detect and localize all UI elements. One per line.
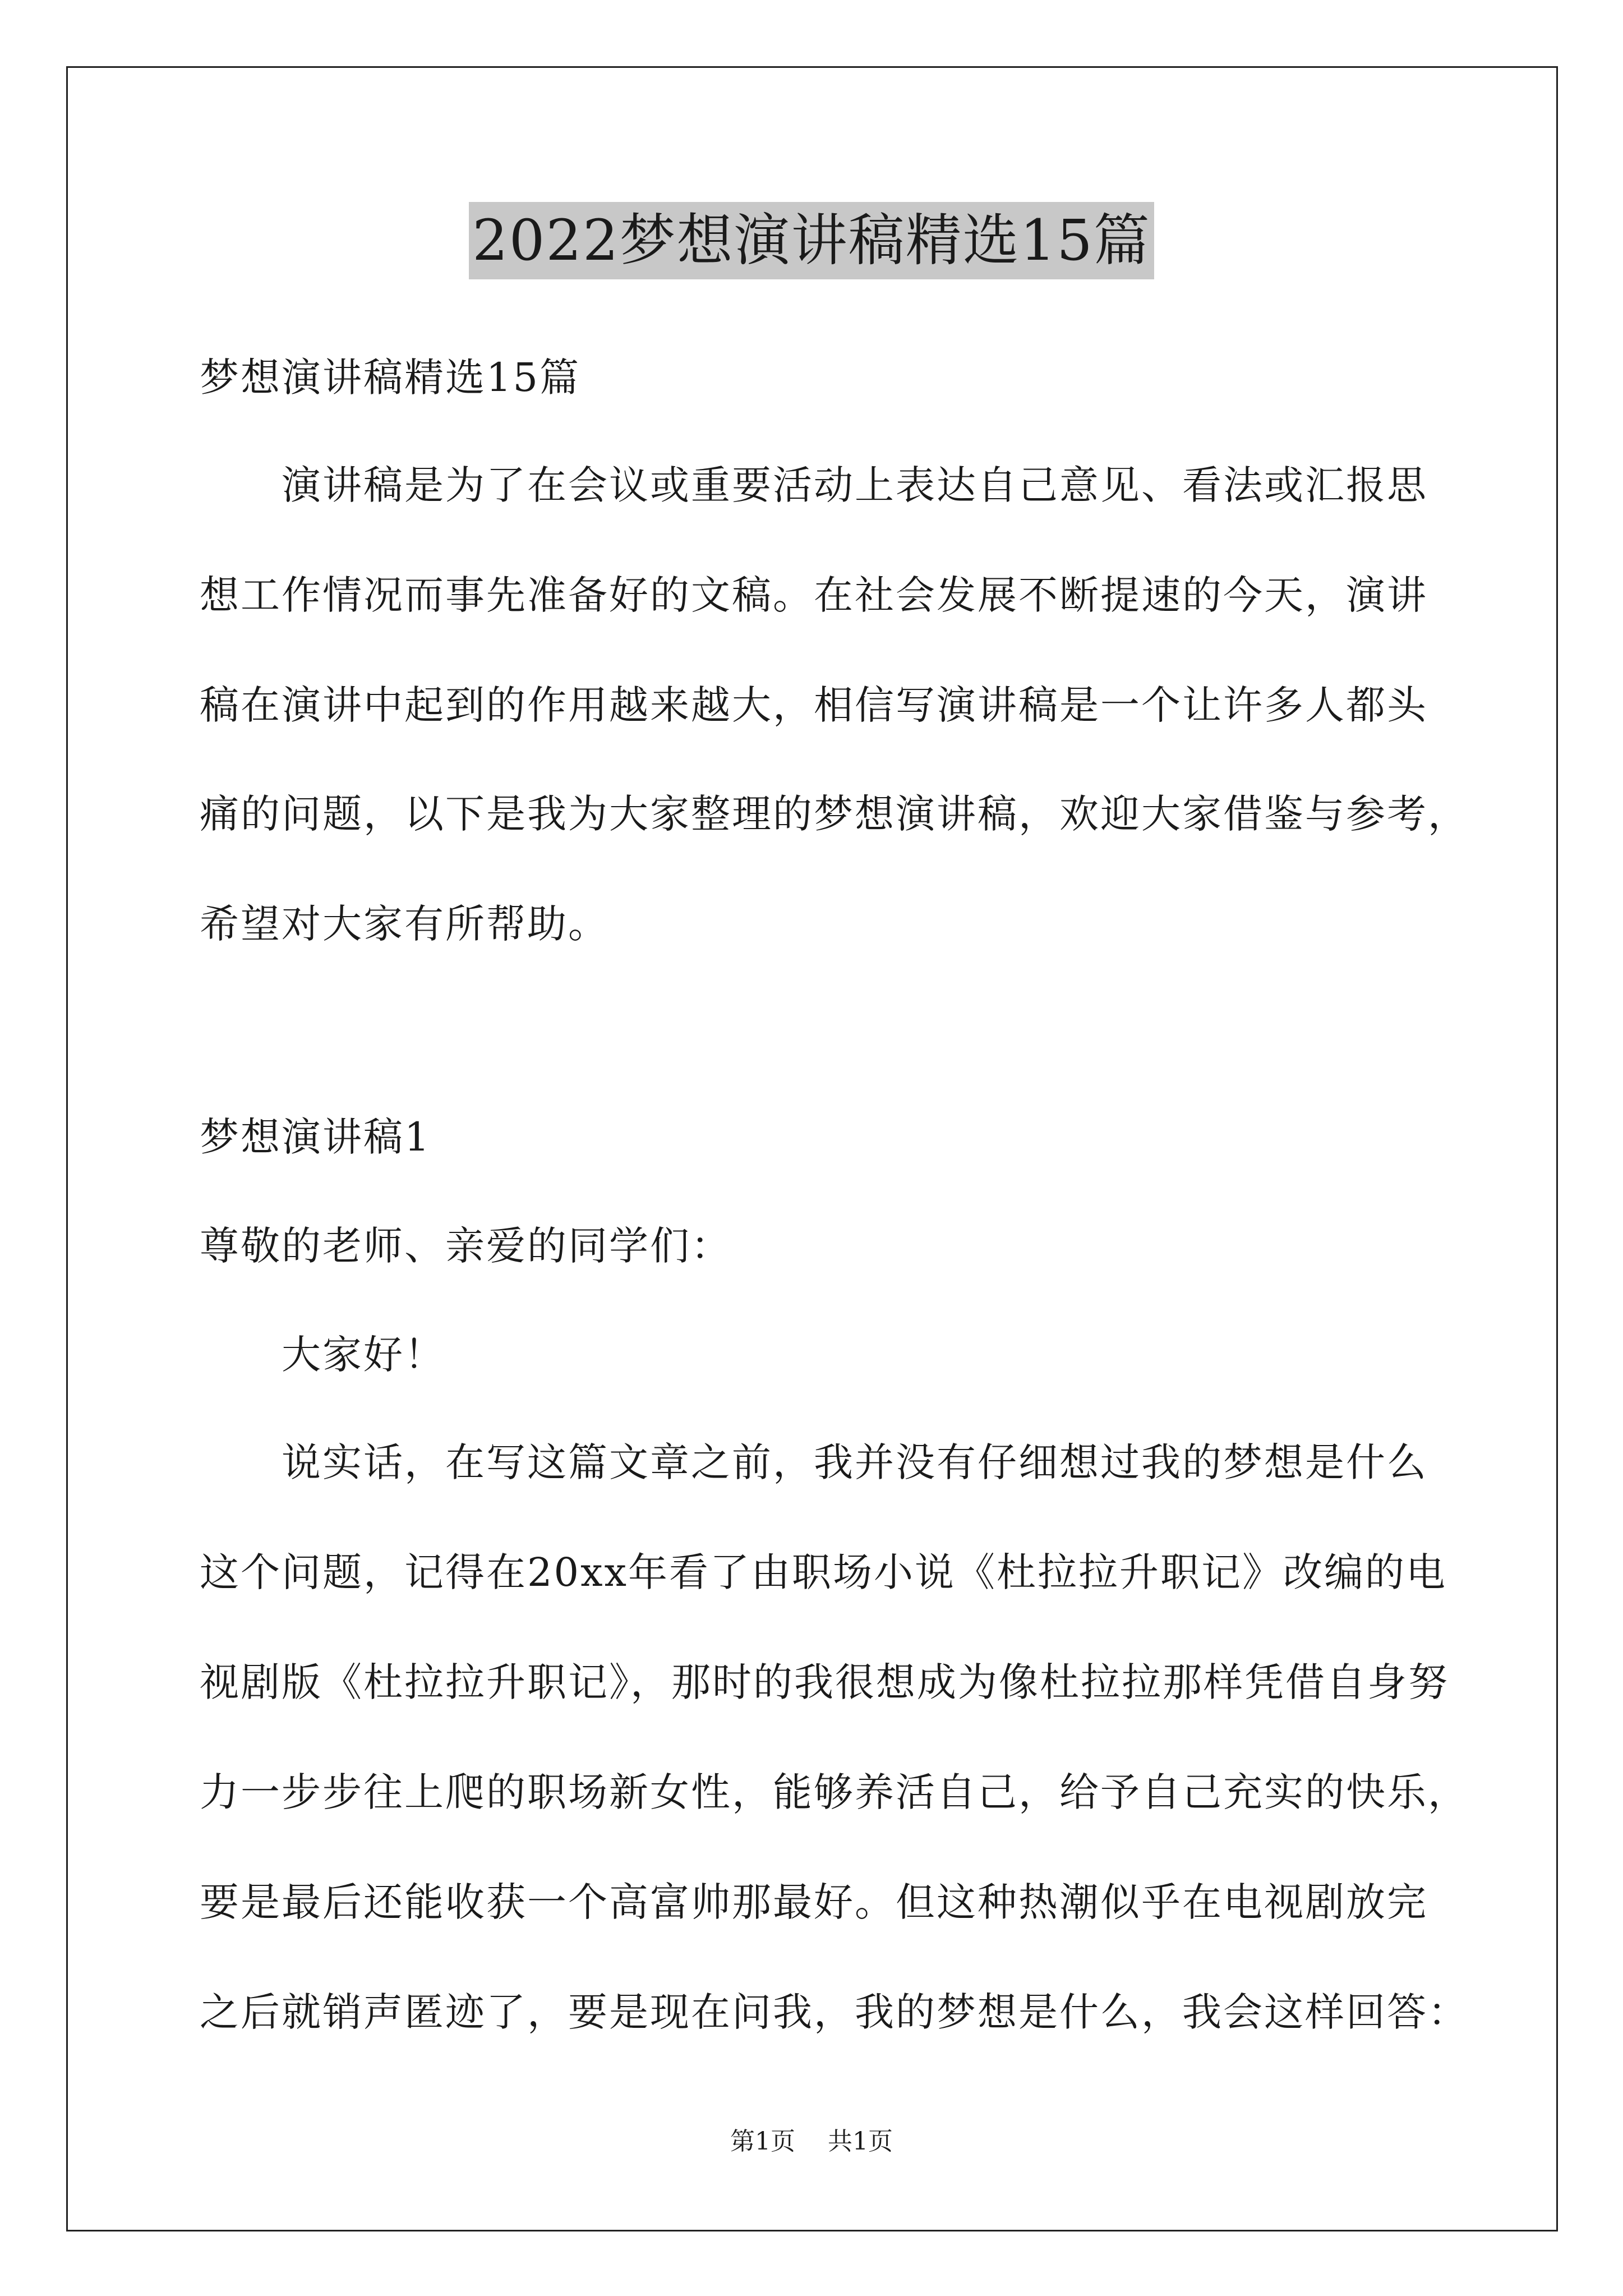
intro-line: 想工作情况而事先准备好的文稿。在社会发展不断提速的今天，演讲 [200,572,1428,618]
body-line: 说实话，在写这篇文章之前，我并没有仔细想过我的梦想是什么 [282,1439,1428,1485]
body-line: 要是最后还能收获一个高富帅那最好。但这种热潮似乎在电视剧放完 [200,1879,1428,1925]
salutation: 尊敬的老师、亲爱的同学们： [200,1223,732,1269]
intro-line: 演讲稿是为了在会议或重要活动上表达自己意见、看法或汇报思 [282,462,1428,508]
title-container [0,202,1623,279]
document-subtitle: 梦想演讲稿精选15篇 [200,355,581,401]
body-line: 视剧版《杜拉拉升职记》，那时的我很想成为像杜拉拉那样凭借自身努 [200,1659,1449,1705]
page-total: 共1页 [828,2127,893,2156]
section-heading: 梦想演讲稿1 [200,1114,431,1160]
body-line: 力一步步往上爬的职场新女性，能够养活自己，给予自己充实的快乐， [200,1769,1469,1815]
page-footer [0,2126,1623,2157]
body-line: 这个问题，记得在20xx年看了由职场小说《杜拉拉升职记》改编的电 [200,1549,1447,1595]
body-line: 之后就销声匿迹了，要是现在问我，我的梦想是什么，我会这样回答： [200,1989,1469,2035]
page-number: 第1页 [730,2127,795,2156]
intro-line: 希望对大家有所帮助。 [200,901,609,947]
intro-line: 稿在演讲中起到的作用越来越大，相信写演讲稿是一个让许多人都头 [200,682,1428,728]
greeting: 大家好！ [282,1332,445,1378]
document-title: 2022梦想演讲稿精选15篇 [469,202,1154,279]
intro-line: 痛的问题，以下是我为大家整理的梦想演讲稿，欢迎大家借鉴与参考， [200,791,1469,837]
